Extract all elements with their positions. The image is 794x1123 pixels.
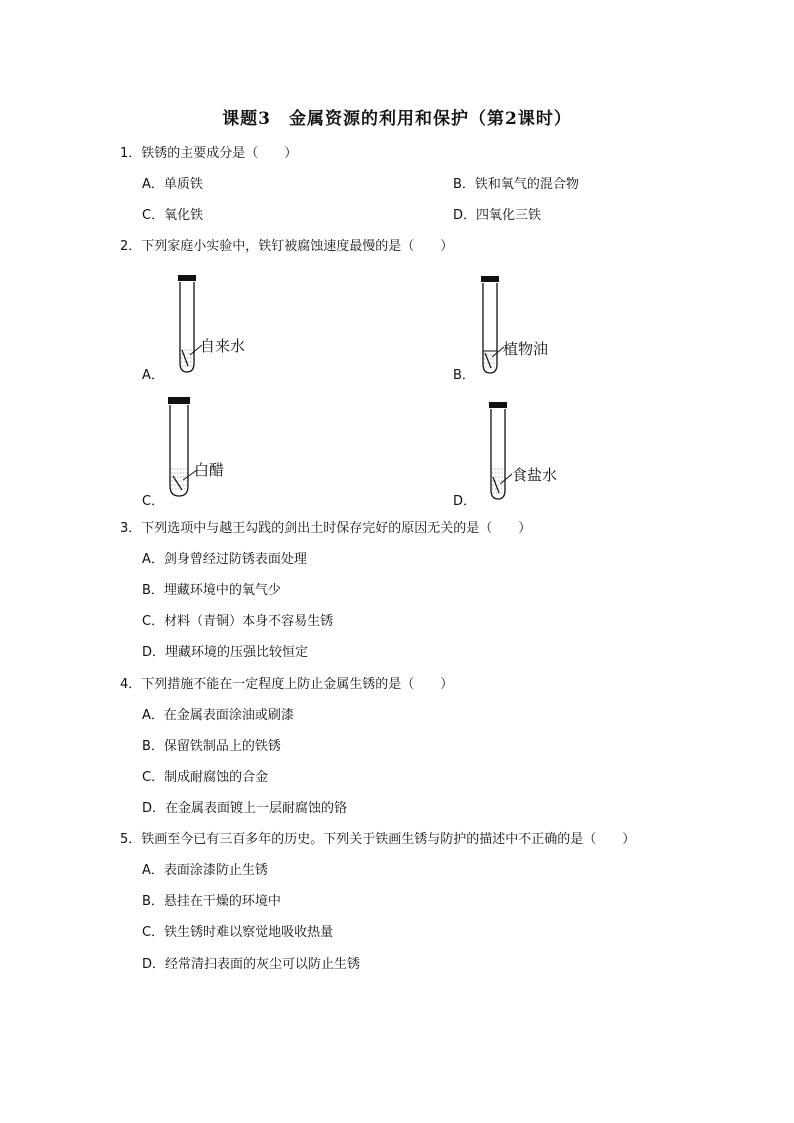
question-3-option-b: B．埋藏环境中的氧气少 xyxy=(142,583,281,598)
question-3-option-c: C．材料（青铜）本身不容易生锈 xyxy=(142,614,334,629)
test-tube-b-figure xyxy=(479,275,501,375)
tube-d-label: 食盐水 xyxy=(512,466,558,484)
tube-c-label: 白醋 xyxy=(194,461,225,479)
question-1-option-a: A．单质铁 xyxy=(142,177,203,192)
test-tube-a-figure xyxy=(176,274,198,374)
question-3-option-d: D．埋藏环境的压强比较恒定 xyxy=(142,645,309,660)
question-1-option-d: D．四氧化三铁 xyxy=(453,208,542,223)
question-2-option-d: D． xyxy=(453,494,477,509)
question-5-option-a: A．表面涂漆防止生锈 xyxy=(142,863,268,878)
tube-b-label: 植物油 xyxy=(503,340,549,358)
question-4-stem: 4．下列措施不能在一定程度上防止金属生锈的是（ ） xyxy=(120,677,454,692)
question-1-stem: 1．铁锈的主要成分是（ ） xyxy=(120,146,298,161)
question-3-option-a: A．剑身曾经过防锈表面处理 xyxy=(142,552,307,567)
question-4-option-a: A．在金属表面涂油或刷漆 xyxy=(142,708,294,723)
question-4-option-b: B．保留铁制品上的铁锈 xyxy=(142,739,281,754)
question-2-option-b: B． xyxy=(453,368,475,383)
tube-a-label: 自来水 xyxy=(200,337,246,355)
question-2-option-c: C． xyxy=(142,494,165,509)
test-tube-c-figure xyxy=(166,396,192,498)
question-2-option-a: A． xyxy=(142,368,164,383)
page-title: 课题3 金属资源的利用和保护（第2课时） xyxy=(222,109,572,129)
question-2-stem: 2．下列家庭小实验中，铁钉被腐蚀速度最慢的是（ ） xyxy=(120,239,454,254)
question-1-option-c: C．氧化铁 xyxy=(142,208,204,223)
question-5-option-c: C．铁生锈时难以察觉地吸收热量 xyxy=(142,925,334,940)
question-5-stem: 5．铁画至今已有三百多年的历史。下列关于铁画生锈与防护的描述中不正确的是（ ） xyxy=(120,832,636,847)
question-4-option-c: C．制成耐腐蚀的合金 xyxy=(142,770,269,785)
test-tube-d-figure xyxy=(487,401,509,501)
question-4-option-d: D．在金属表面镀上一层耐腐蚀的铬 xyxy=(142,801,348,816)
question-5-option-d: D．经常清扫表面的灰尘可以防止生锈 xyxy=(142,957,361,972)
question-1-option-b: B．铁和氧气的混合物 xyxy=(453,177,579,192)
question-5-option-b: B．悬挂在干燥的环境中 xyxy=(142,894,281,909)
question-3-stem: 3．下列选项中与越王勾践的剑出土时保存完好的原因无关的是（ ） xyxy=(120,521,532,536)
